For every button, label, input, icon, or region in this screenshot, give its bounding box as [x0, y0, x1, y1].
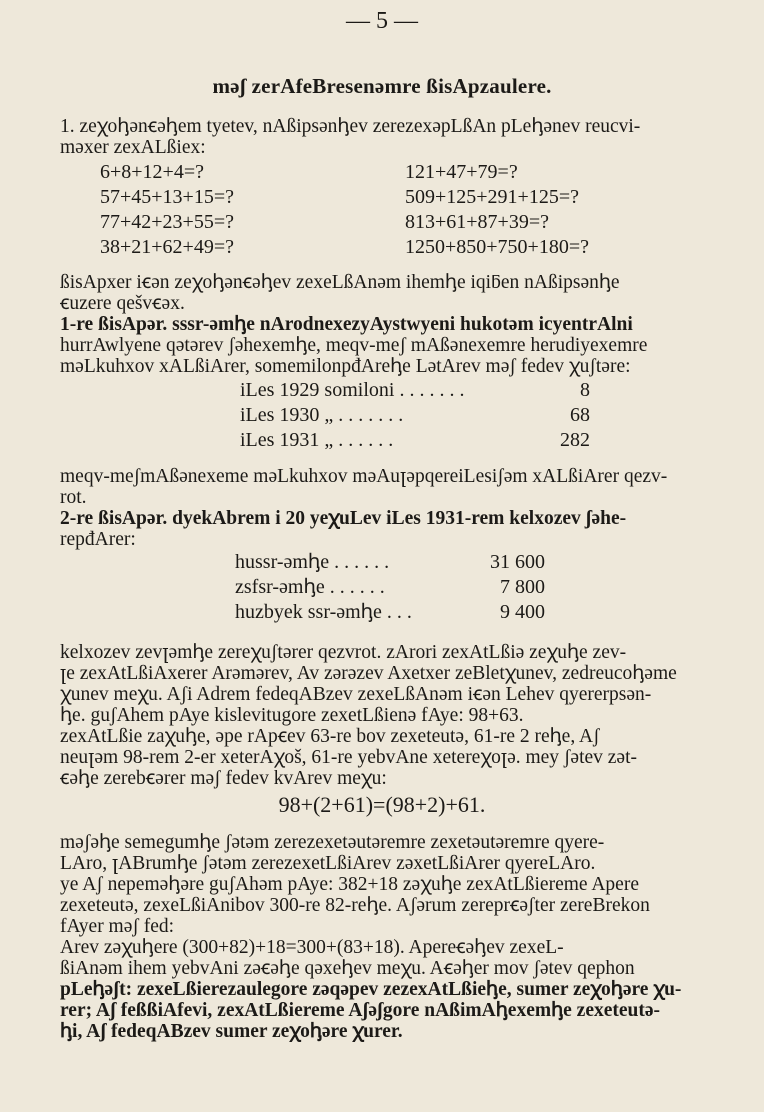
- text-line: zexeteutə, zexeLßiAnibov 300-re 82-reꞕe. Aʃərum zereprꞓəʃter zereBrekon: [60, 895, 650, 916]
- text-line: məʃəꞕe semegumꞕe ʃətəm zerezexetəutəremre zexetəutəremre qyere-: [60, 832, 605, 853]
- sum-left: 57+45+13+15=?: [100, 186, 234, 208]
- text-line: repđArer:: [60, 529, 136, 550]
- text-line: rer; Aʃ feßßiAfevi, zexAtLßiereme Aʃəʃgore nAßimAꞕexemꞕe zexeteutə-: [60, 1000, 661, 1021]
- republic-row: [235, 600, 545, 625]
- text-line: 1-re ßisApər. sssr-əmꞕe nArodnexezyAystwyeni hukotəm icyentrAlni: [60, 314, 633, 335]
- text-line: Arev zəꭓuꞕere (300+82)+18=300+(83+18). Apereꞓəꞕev zexeL-: [60, 937, 564, 958]
- text-line: ꞓəꞕe zerebꞓərer məʃ fedev kvArev meꭓu:: [60, 768, 387, 789]
- republic-row: [235, 550, 545, 575]
- year-label: iLes 1929 somiloni . . . . . . .: [240, 379, 465, 401]
- year-label: iLes 1930 „ . . . . . . .: [240, 404, 404, 426]
- sum-left: 77+42+23+55=?: [100, 211, 234, 233]
- text-line: kelxozev zevꞁəmꞕe zereꭓuʃtərer qezvrot. zArori zexAtLßiə zeꭓuꞕe zev-: [60, 642, 627, 663]
- problem-one-paragraph: [60, 272, 736, 377]
- page-title: məʃ zerAfeBresenəmre ßisApzaulere.: [212, 74, 552, 98]
- text-line: zexAtLßie zaꭓuꞕe, əpe rApꞓev 63-re bov zexeteutə, 61-re 2 reꞕe, Aʃ: [60, 726, 600, 747]
- sums-row: [100, 185, 720, 210]
- text-line: neuꞁəm 98-rem 2-er xeterAꭓoš, 61-re yebvAne xetereꭓoꞁə. mey ʃətev zət-: [60, 747, 637, 768]
- sum-right: 121+47+79=?: [405, 161, 518, 183]
- text-line: ꞁe zexAtLßiAxerer Arəmərev, Av zərəzev Axetxer zeBletꭓunev, zedreucoꞕəme: [60, 663, 677, 684]
- text-line: 1. zeꭓoꞕənꞓəꞕem tyetev, nAßipsənꞕev zerezexəpLßAn pLeꞕənev reucvi-: [60, 116, 641, 137]
- republic-label: zsfsr-əmꞕe . . . . . .: [235, 576, 385, 598]
- sums-row: [100, 210, 720, 235]
- text-line: ye Aʃ nepeməꞕəre guʃAhəm pAye: 382+18 zəꭓuꞕe zexAtLßiereme Apere: [60, 874, 639, 895]
- sums-exercise: [100, 160, 720, 260]
- text-line: ꭓunev meꭓu. Aʃi Adrem fedeqABzev zexeLßAnəm iꞓən Lehev qyererpsən-: [60, 684, 652, 705]
- text-line: ßisApxer iꞓən zeꭓoꞕənꞓəꞕev zexeLßAnəm ihemꞕe iqiƃen nAßipsənꞕe: [60, 272, 620, 293]
- text-line: ßiAnəm ihem yebvAni zəꞓəꞕe qəxeꞕev meꭓu. Aꞓəꞕer mov ʃətev qephon: [60, 958, 635, 979]
- republic-value: 31 600: [490, 551, 545, 573]
- sum-right: 813+61+87+39=?: [405, 211, 549, 233]
- formula: 98+(2+61)=(98+2)+61.: [278, 792, 486, 817]
- text-line: pLeꞕəʃt: zexeLßierezaulegore zəqəpev zezexAtLßieꞕe, sumer zeꭓoꞕəre ꭓu-: [60, 979, 682, 1000]
- republic-label: hussr-əmꞕe . . . . . .: [235, 551, 390, 573]
- sum-right: 509+125+291+125=?: [405, 186, 579, 208]
- text-line: ꞓuzere qešvꞓəx.: [60, 293, 185, 314]
- year-value: 8: [580, 379, 590, 401]
- text-line: fAyer məʃ fed:: [60, 916, 175, 937]
- text-line: hurrAwlyene qətərev ʃəhexemꞕe, meqv-meʃ mAßənexemre herudiyexemre: [60, 335, 648, 356]
- text-line: ꞕi, Aʃ fedeqABzev sumer zeꭓoꞕəre ꭓurer.: [60, 1021, 403, 1042]
- problem-two-paragraph: [60, 466, 736, 550]
- year-list: [240, 378, 590, 453]
- sum-left: 38+21+62+49=?: [100, 236, 234, 258]
- republic-label: huzbyek ssr-əmꞕe . . .: [235, 601, 412, 623]
- republic-list: [235, 550, 545, 625]
- explanation-paragraph: [60, 642, 736, 789]
- republic-value: 7 800: [500, 576, 545, 598]
- intro-paragraph: [60, 116, 736, 158]
- year-value: 282: [560, 429, 590, 451]
- year-row: [240, 403, 590, 428]
- sum-right: 1250+850+750+180=?: [405, 236, 589, 258]
- text-line: rot.: [60, 487, 87, 508]
- year-row: [240, 378, 590, 403]
- text-line: məxer zexALßiex:: [60, 137, 206, 158]
- sums-row: [100, 160, 720, 185]
- republic-row: [235, 575, 545, 600]
- page-number: — 5 —: [346, 8, 418, 34]
- text-line: meqv-meʃmAßənexeme məLkuhxov məAuꞁəpqereiLesiʃəm xALßiArer qezv-: [60, 466, 668, 487]
- year-label: iLes 1931 „ . . . . . .: [240, 429, 394, 451]
- text-line: ꞕe. guʃAhem pAye kislevitugore zexetLßienə fAye: 98+63.: [60, 705, 524, 726]
- year-row: [240, 428, 590, 453]
- rule-paragraph: [60, 832, 736, 1042]
- sum-left: 6+8+12+4=?: [100, 161, 204, 183]
- text-line: məLkuhxov xALßiArer, somemilonpđAreꞕe LətArev məʃ fedev ꭓuʃtəre:: [60, 356, 631, 377]
- year-value: 68: [570, 404, 590, 426]
- text-line: 2-re ßisApər. dyekAbrem i 20 yeꭓuLev iLes 1931-rem kelxozev ʃəhe-: [60, 508, 627, 529]
- republic-value: 9 400: [500, 601, 545, 623]
- sums-row: [100, 235, 720, 260]
- text-line: LAro, ꞁABrumꞕe ʃətəm zerezexetLßiArev zəxetLßiArer qyereLAro.: [60, 853, 596, 874]
